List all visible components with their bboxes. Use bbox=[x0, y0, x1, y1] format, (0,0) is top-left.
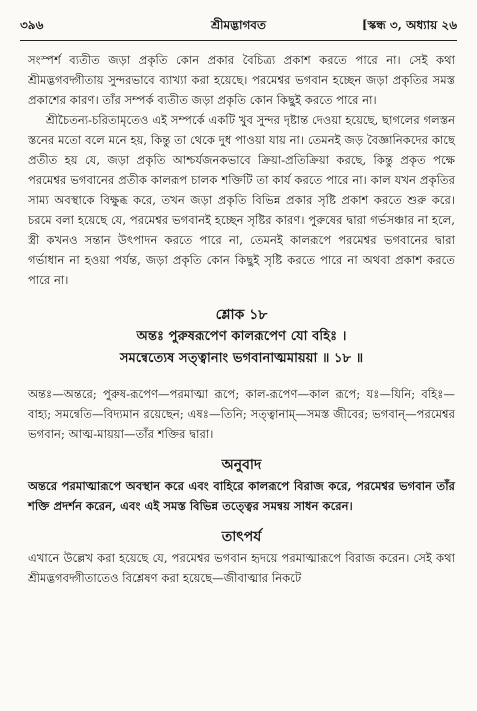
header-divider bbox=[20, 40, 457, 41]
page-body bbox=[28, 50, 455, 588]
verse-line-1: অন্তঃ পুরুষরূপেণ কালরূপেণ যো বহিঃ । bbox=[136, 329, 347, 344]
purport-text: এখানে উল্লেখ করা হয়েছে যে, পরমেশ্বর ভগবান হৃদয়ে পরমাত্মারূপে বিরাজ করেন। সেই কথা শ্রীমদ্ভগবদ্গীতাতেও বিশ্লেষণ করা হয়েছে—জীবাত্মার নিকটে bbox=[28, 551, 455, 585]
purport-paragraph: শ্রীচৈতন্য-চরিতামৃতেও এই সম্পর্কে একটি খুব সুন্দর দৃষ্টান্ত দেওয়া হয়েছে, ছাগলের গলস্তন স্তনের মতো বলে মনে হয়, কিন্তু তা থেকে দুধ পাওয়া যায় না। তেমনই জড় বৈজ্ঞানিকদের কাছে প্রতীত হয় যে, জড়া প্রকৃতি আশ্চর্যজনকভাবে ক্রিয়া-প্রতিক্রিয়া করছে, কিন্তু প্রকৃত পক্ষে পরমেশ্বর ভগবানের প্রতীক কালরূপ চালক শক্তিটি তা কার্য করতে পারে না। কাল যখন প্রকৃতির সাম্য অবস্থাকে বিক্ষুব্ধ করে, তখন জড়া প্রকৃতি বিভিন্ন প্রকার সৃষ্টি প্রকাশ করতে শুরু করে। চরমে বলা হয়েছে যে, পরমেশ্বর ভগবানই হচ্ছেন সৃষ্টির কারণ। পুরুষের দ্বারা গর্ভসঞ্চার না হলে, স্ত্রী কখনও সন্তান উৎপাদন করতে পারে না, তেমনই কালরূপে পরমেশ্বর ভগবানের দ্বারা গর্ভাধান না হওয়া পর্যন্ত, জড়া প্রকৃতি কোন কিছুই সৃষ্টি করতে পারে না অথবা প্রকাশ করতে পারে না। bbox=[28, 113, 455, 287]
word-for-word-synonyms: অন্তঃ—অন্তরে; পুরুষ-রূপেণ—পরমাত্মা রূপে; কাল-রূপেণ—কাল রূপে; যঃ—যিনি; বহিঃ—বাহ্য; সমন্বেতি—বিদ্যমান রয়েছেন; এষঃ—তিনি; সত্ত্বানাম্—সমস্ত জীবের; ভগবান্—পরমেশ্বর ভগবান; আত্ম-মায়য়া—তাঁর শক্তির দ্বারা। bbox=[28, 387, 455, 441]
translation-heading: অনুবাদ bbox=[221, 457, 262, 473]
verse-line-2: সমন্বেত্যেষ সত্ত্বানাং ভগবানাত্মমায়য়া ॥ ১৮ ॥ bbox=[119, 351, 364, 366]
translation-text: অন্তরে পরমাত্মারূপে অবস্থান করে এবং বাহিরে কালরূপে বিরাজ করে, পরমেশ্বর ভগবান তাঁর শক্তি প্রদর্শন করেন, এবং এই সমস্ত বিভিন্ন তত্ত্বের সমন্বয় সাধন করেন। bbox=[28, 479, 455, 513]
chapter-reference: [স্কন্ধ ৩, অধ্যায় ২৬ bbox=[361, 18, 457, 32]
page-header bbox=[20, 14, 457, 40]
book-title: শ্রীমদ্ভাগবত bbox=[210, 18, 266, 32]
purport-heading: তাৎপর্য bbox=[221, 529, 262, 545]
purport-continued-paragraph: সংস্পর্শ ব্যতীত জড়া প্রকৃতি কোন প্রকার বৈচিত্র্য প্রকাশ করতে পারে না। সেই কথা শ্রীমদ্ভগবদ্গীতায় সুন্দরভাবে ব্যাখ্যা করা হয়েছে। পরমেশ্বর ভগবান হচ্ছেন জড়া প্রকৃতির সমস্ত প্রকাশের কারণ। তাঁর সম্পর্ক ব্যতীত জড়া প্রকৃতি কোন কিছুই করতে পারে না। bbox=[28, 53, 455, 107]
page-number: ৩৯৬ bbox=[20, 18, 44, 32]
verse-number: শ্লোক ১৮ bbox=[215, 307, 268, 323]
